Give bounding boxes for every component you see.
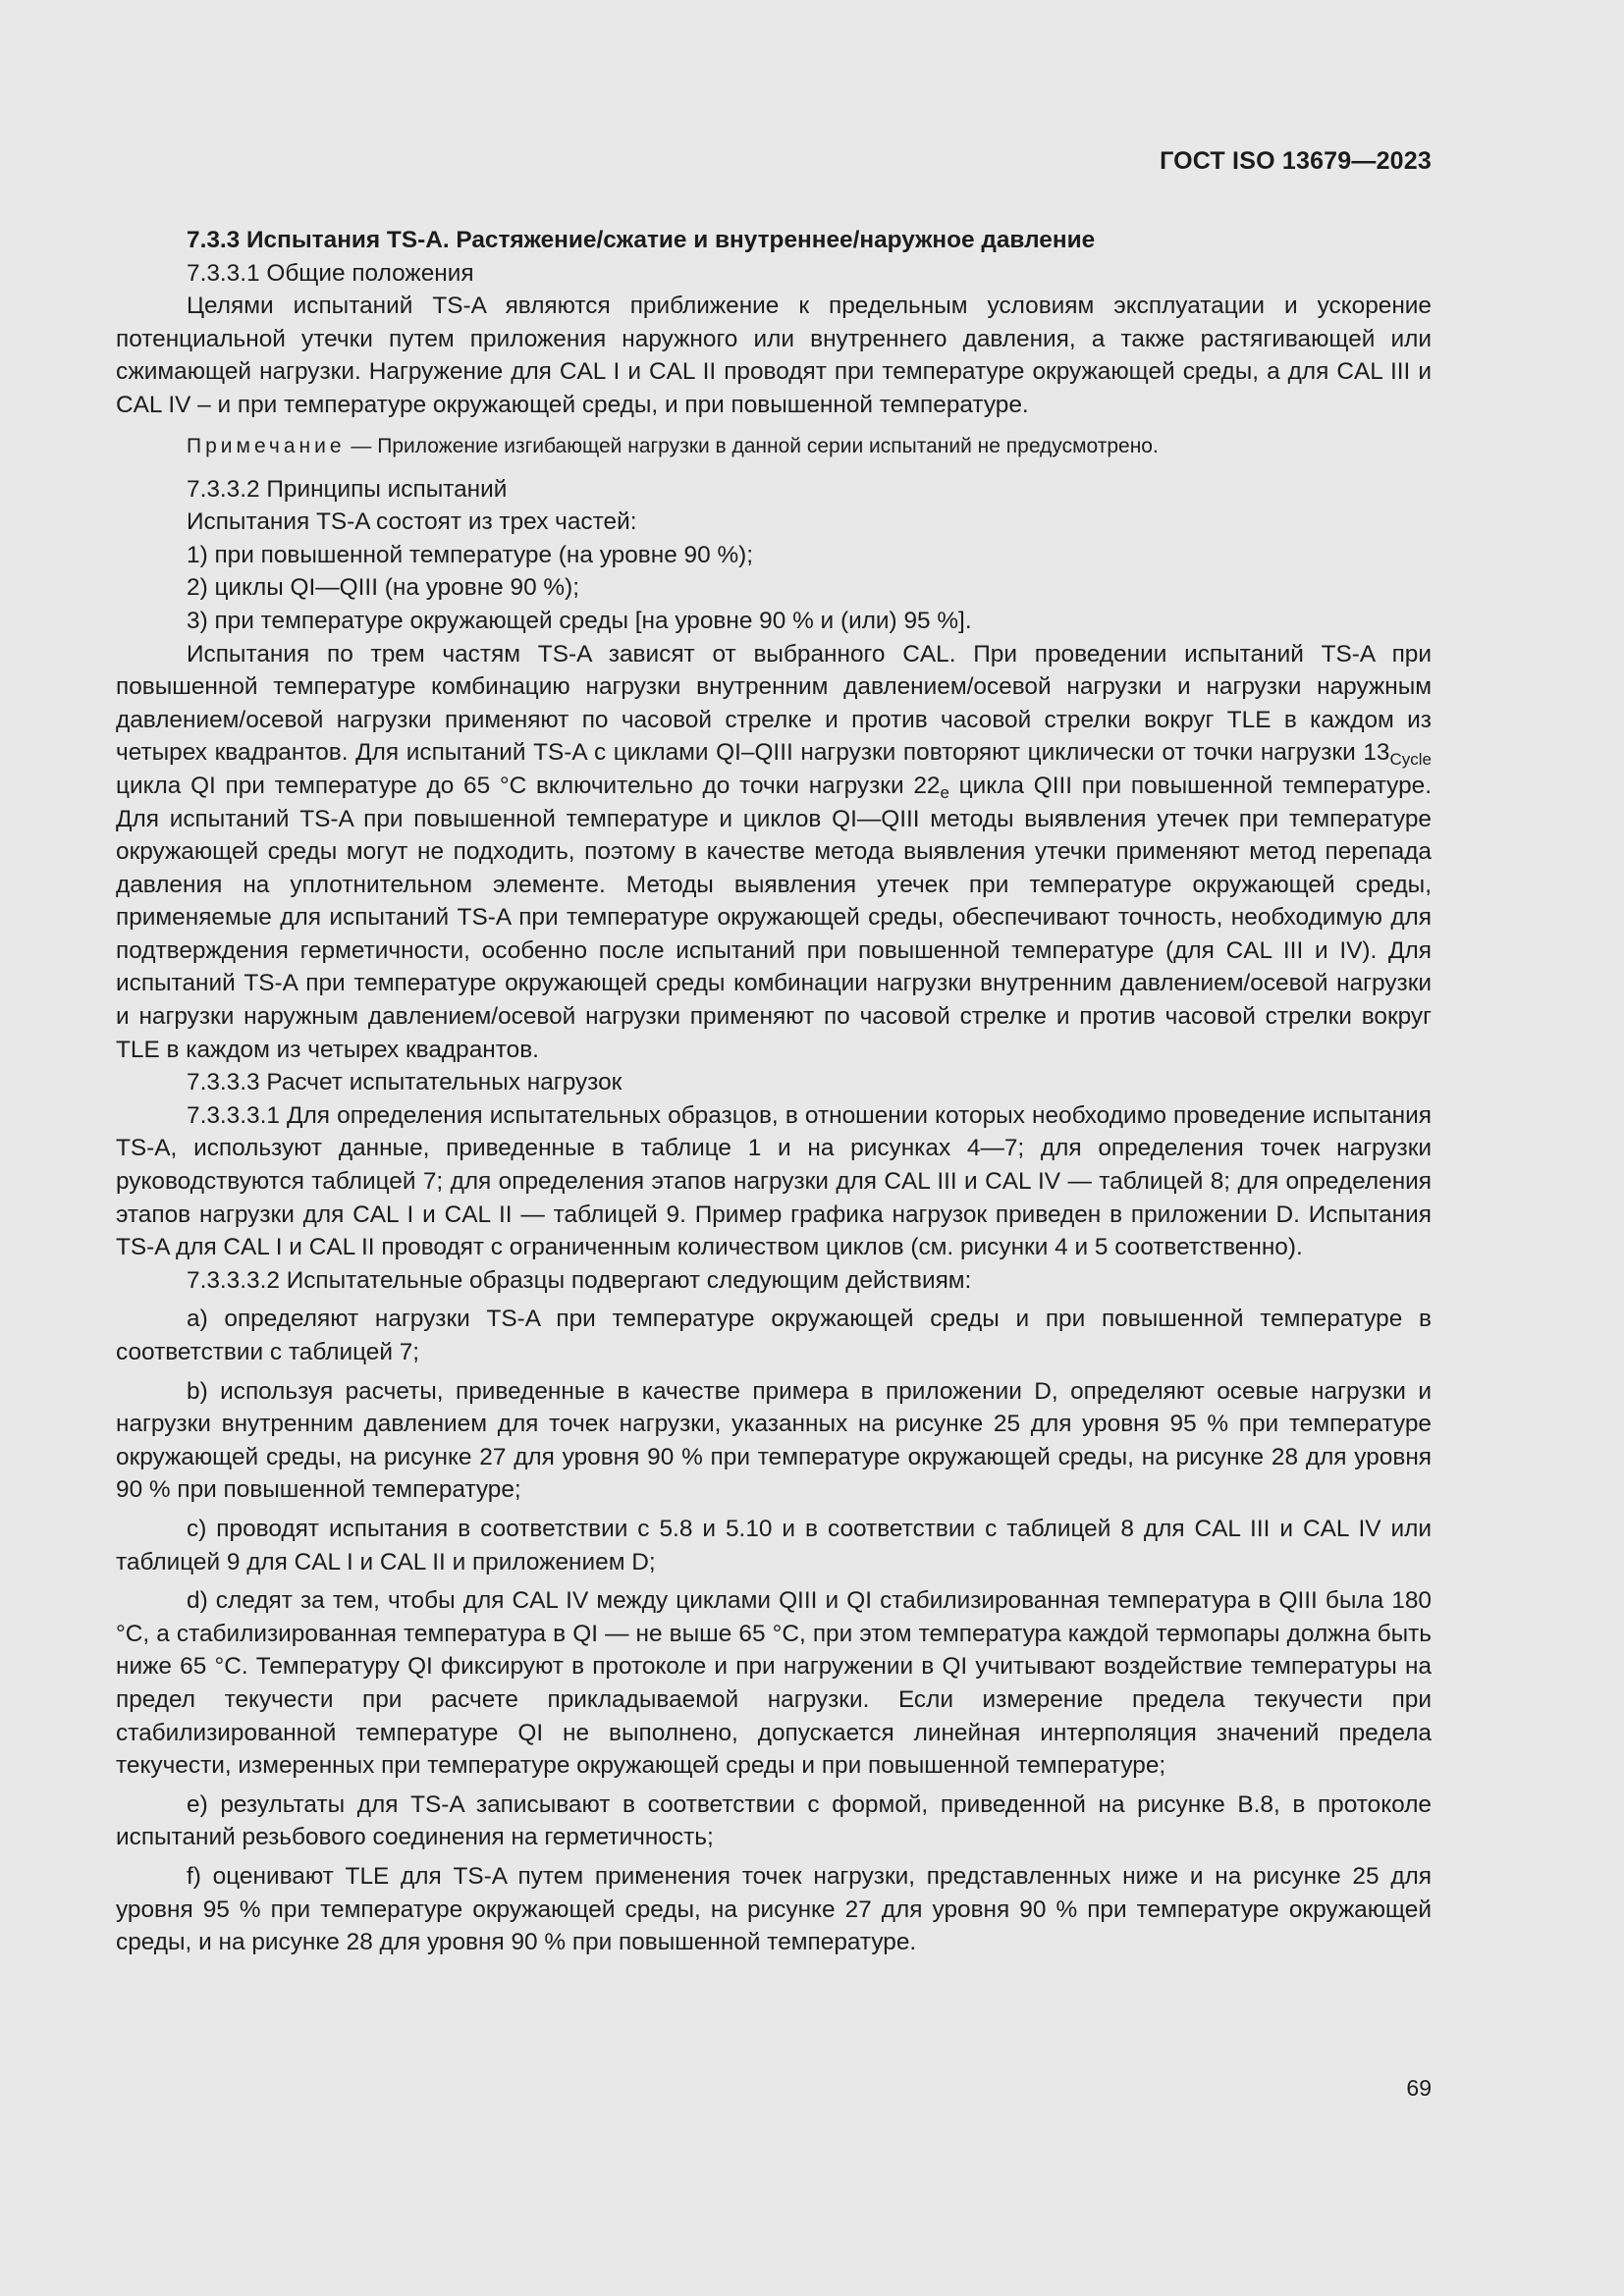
document-code-header: ГОСТ ISO 13679—2023 xyxy=(1160,147,1432,175)
principles-text-b: цикла QI при температуре до 65 °С включительно до точки нагрузки 22 xyxy=(116,772,941,799)
page-body xyxy=(116,224,1432,1959)
note xyxy=(116,432,1432,461)
note-text: — Приложение изгибающей нагрузки в данной серии испытаний не предусмотрено. xyxy=(345,434,1159,457)
test-principles-paragraph xyxy=(116,638,1432,1067)
test-part-item-1: 1) при повышенной температуре (на уровне 90 %); xyxy=(187,541,754,568)
action-item-f: f) оценивают TLE для TS-A путем применения точек нагрузки, представленных ниже и на рисунке 25 для уровня 95 % при температуре окружающей среды, на рисунке 27 для уровня 90 % при температуре окружающей среды, и на рисунке 28 для уровня 90 % при повышенной температуре. xyxy=(116,1862,1432,1956)
section-7-3-3-3-1-paragraph: 7.3.3.3.1 Для определения испытательных образцов, в отношении которых необходимо проведение испытания TS-A, используют данные, приведенные в таблице 1 и на рисунках 4—7; для определения точек нагрузки руководствуются таблицей 7; для определения этапов нагрузки для CAL III и CAL IV — таблицей 8; для определения этапов нагрузки для CAL I и CAL II — таблицей 9. Пример графика нагрузок приведен в приложении D. Испытания TS-A для CAL I и CAL II проводят с ограниченным количеством циклов (см. рисунки 4 и 5 соответственно). xyxy=(116,1101,1432,1261)
action-item-e: e) результаты для TS-A записывают в соответствии с формой, приведенной на рисунке B.8, в протоколе испытаний резьбового соединения на герметичность; xyxy=(116,1790,1432,1851)
section-7-3-3-2-title: 7.3.3.2 Принципы испытаний xyxy=(187,475,508,503)
subscript-cycle: Cycle xyxy=(1389,750,1432,770)
test-part-item-2: 2) циклы QI—QIII (на уровне 90 %); xyxy=(187,574,580,602)
action-item-c: c) проводят испытания в соответствии с 5.8 и 5.10 и в соответствии с таблицей 8 для CAL III и CAL IV или таблицей 9 для CAL I и CAL II и приложением D; xyxy=(116,1515,1432,1575)
general-provisions-paragraph: Целями испытаний TS-A являются приближение к предельным условиям эксплуатации и ускорение потенциальной утечки путем приложения наружного или внутреннего давления, а также растягивающей или сжимающей нагрузки. Нагружение для CAL I и CAL II проводят при температуре окружающей среды, а для CAL III и CAL IV – и при температуре окружающей среды, и при повышенной температуре. xyxy=(116,293,1432,418)
action-item-a: a) определяют нагрузки TS-A при температуре окружающей среды и при повышенной температуре в соответствии с таблицей 7; xyxy=(116,1306,1432,1365)
note-label: Примечание xyxy=(187,434,346,457)
test-parts-intro: Испытания TS-A состоят из трех частей: xyxy=(187,508,637,536)
principles-text-c: цикла QIII при повышенной температуре. Для испытаний TS-A при повышенной температуре и циклов QI—QIII методы выявления утечек при температуре окружающей среды могут не подходить, поэтому в качестве метода выявления утечки применяют метод перепада давления на уплотнительном элементе. Методы выявления утечек при температуре окружающей среды, применяемые для испытаний TS-A при температуре окружающей среды, обеспечивают точность, необходимую для подтверждения герметичности, особенно после испытаний при повышенной температуре (для CAL III и IV). Для испытаний TS-A при температуре окружающей среды комбинации нагрузки внутренним давлением/осевой нагрузки и нагрузки наружным давлением/осевой нагрузки применяют по часовой стрелке и против часовой стрелки вокруг TLE в каждом из четырех квадрантов. xyxy=(116,772,1432,1063)
action-item-d: d) следят за тем, чтобы для CAL IV между циклами QIII и QI стабилизированная температура в QIII была 180 °С, а стабилизированная температура в QI — не выше 65 °С, при этом температура каждой термопары должна быть ниже 65 °С. Температуру QI фиксируют в протоколе и при нагружении в QI учитывают воздействие температуры на предел текучести при расчете прикладываемой нагрузки. Если измерение предела текучести при стабилизированной температуре QI не выполнено, допускается линейная интерполяция значений предела текучести, измеренных при температуре окружающей среды и при повышенной температуре; xyxy=(116,1587,1432,1780)
section-7-3-3-3-title: 7.3.3.3 Расчет испытательных нагрузок xyxy=(187,1069,623,1096)
test-part-item-3: 3) при температуре окружающей среды [на уровне 90 % и (или) 95 %]. xyxy=(187,607,972,634)
subscript-e: e xyxy=(940,782,949,802)
principles-text-a: Испытания по трем частям TS-A зависят от выбранного CAL. При проведении испытаний TS-A при повышенной температуре комбинацию нагрузки внутренним давлением/осевой нагрузки и нагрузки наружным давлением/осевой нагрузки применяют по часовой стрелке и против часовой стрелки вокруг TLE в каждом из четырех квадрантов. Для испытаний TS-A с циклами QI–QIII нагрузки повторяют циклически от точки нагрузки 13 xyxy=(116,640,1432,767)
section-7-3-3-title: 7.3.3 Испытания TS-A. Растяжение/сжатие и внутреннее/наружное давление xyxy=(187,227,1096,253)
action-item-b: b) используя расчеты, приведенные в качестве примера в приложении D, определяют осевые нагрузки и нагрузки внутренним давлением для точек нагрузки, указанных на рисунке 25 для уровня 95 % при температуре окружающей среды, на рисунке 27 для уровня 90 % при температуре окружающей среды, на рисунке 28 для уровня 90 % при повышенной температуре; xyxy=(116,1377,1432,1504)
section-7-3-3-3-2-intro: 7.3.3.3.2 Испытательные образцы подвергают следующим действиям: xyxy=(187,1266,972,1294)
section-7-3-3-1-title: 7.3.3.1 Общие положения xyxy=(187,259,474,287)
page-number: 69 xyxy=(1406,2075,1432,2101)
